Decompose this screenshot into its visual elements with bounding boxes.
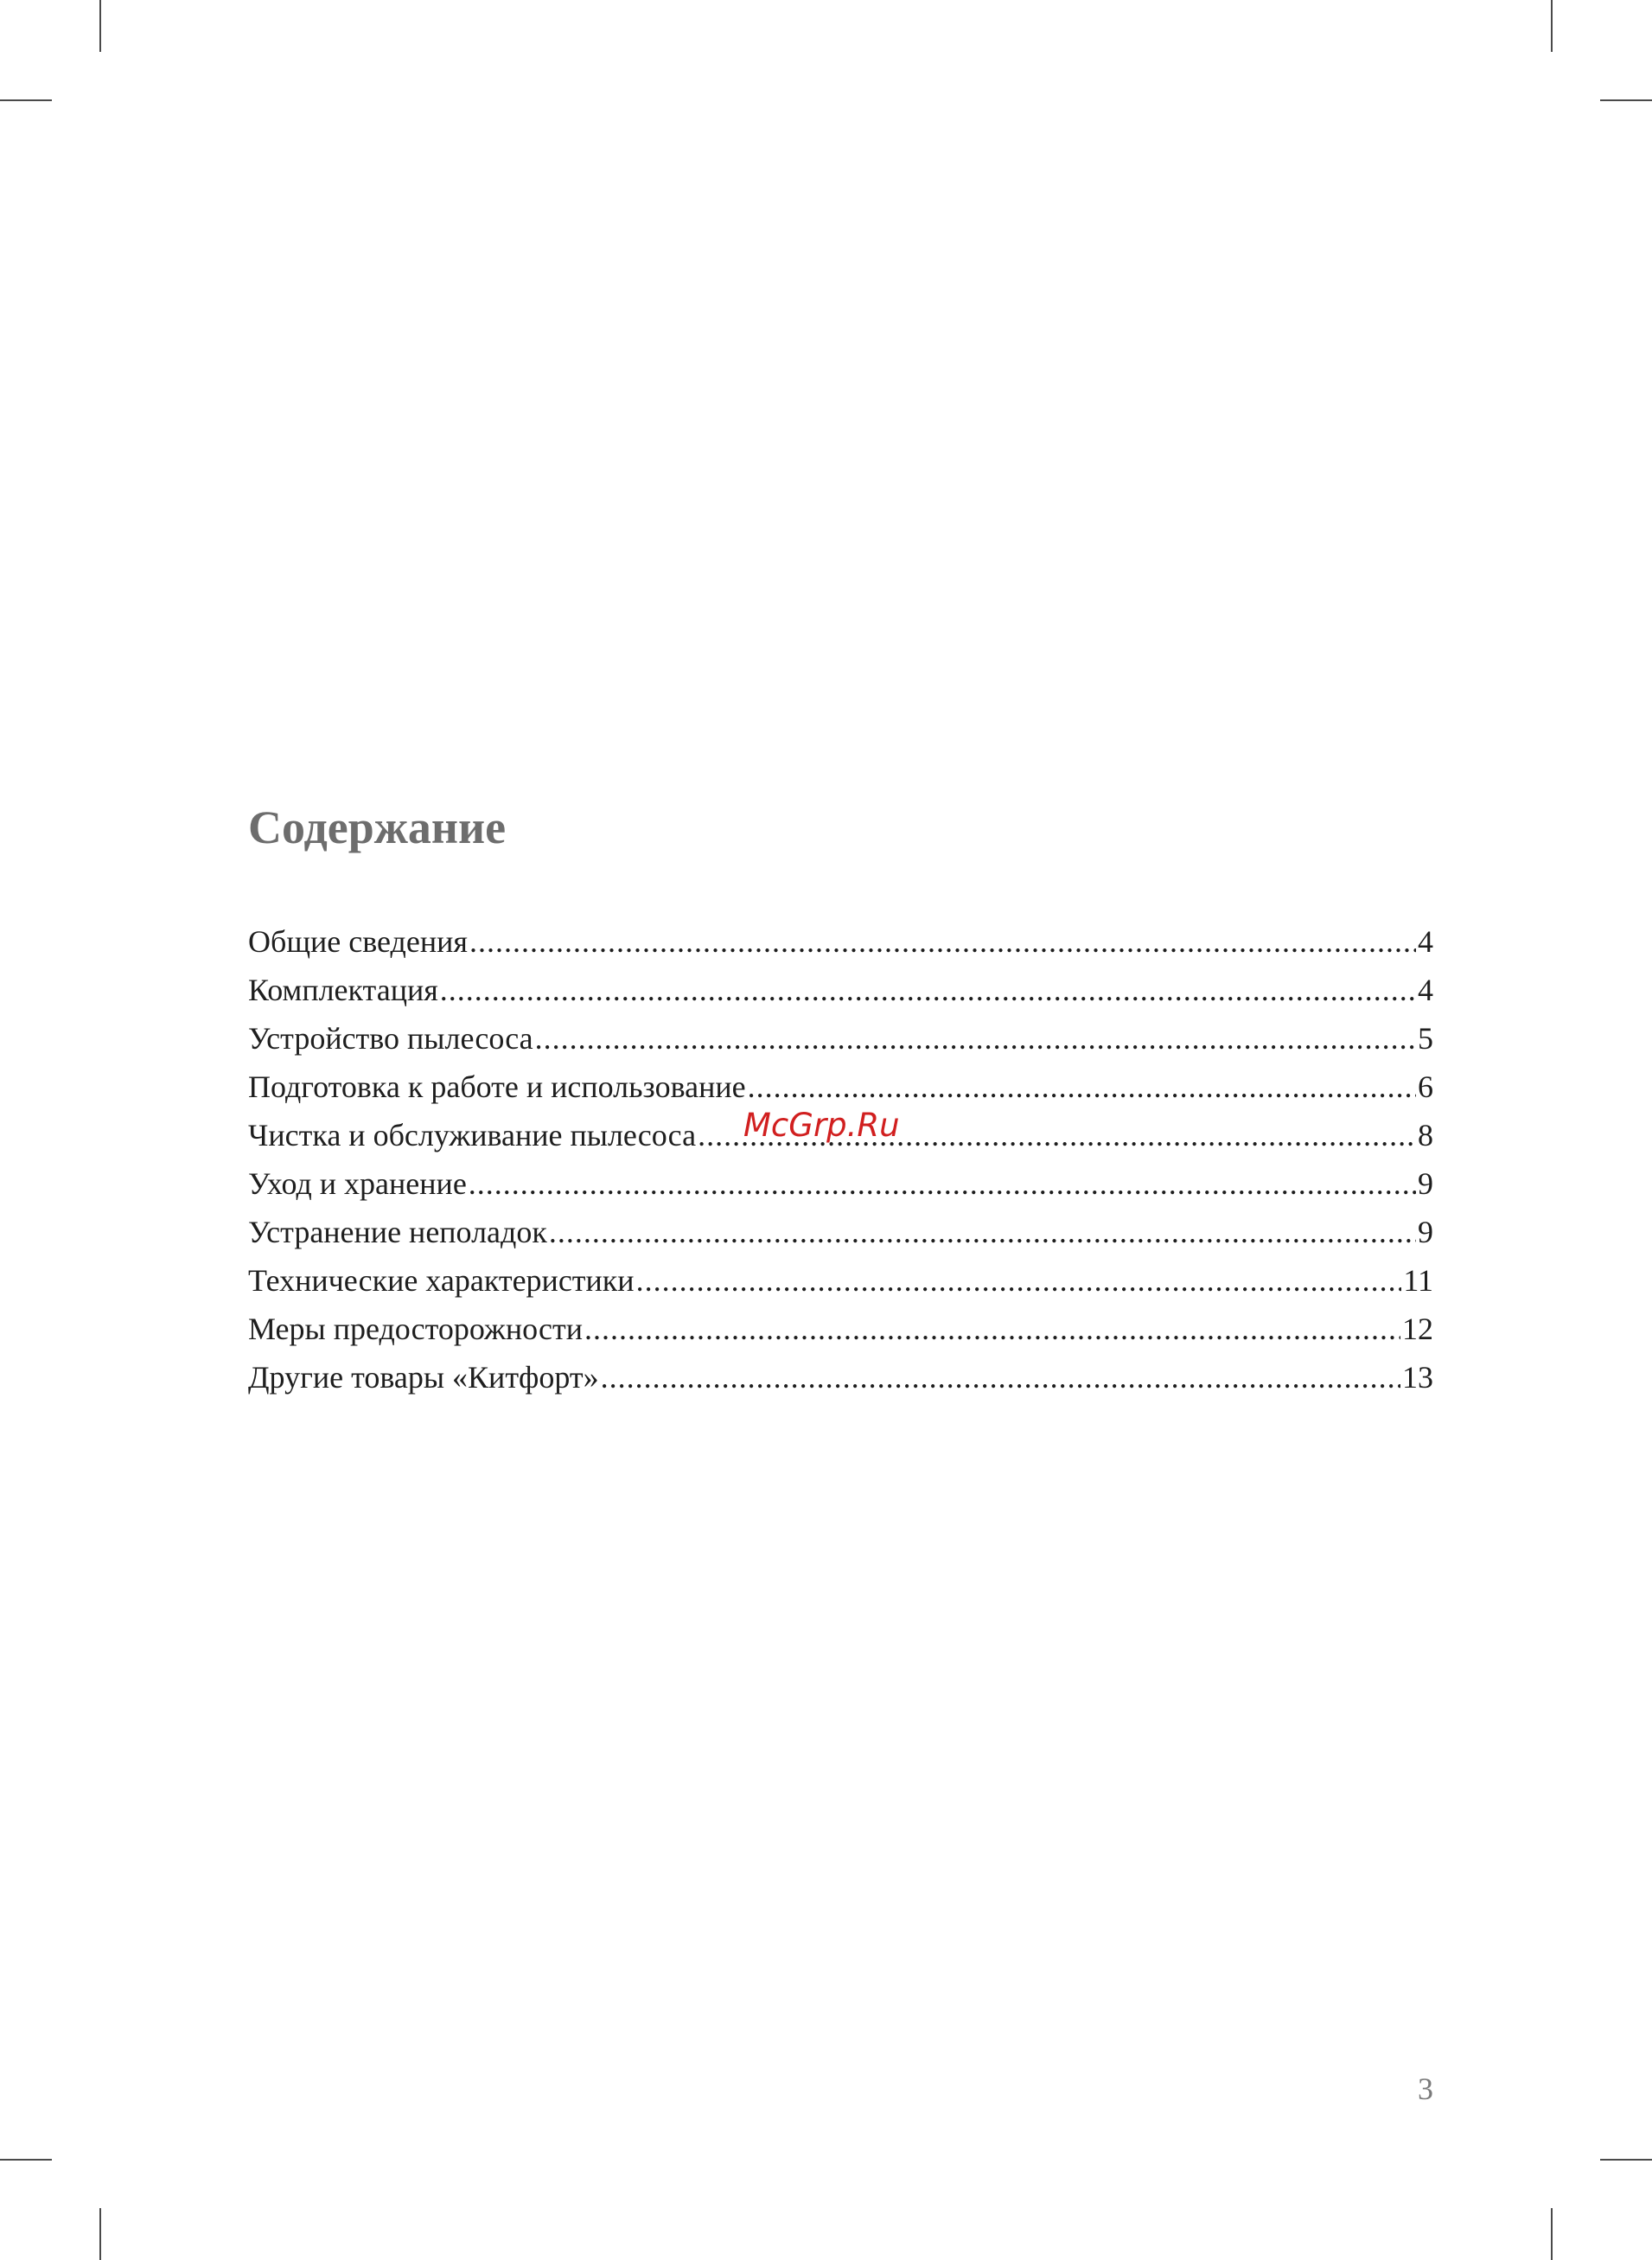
toc-entry-page: 4 xyxy=(1418,924,1433,959)
table-of-contents xyxy=(248,917,1433,1401)
toc-entry[interactable] xyxy=(248,1063,1433,1111)
toc-entry-label: Подготовка к работе и использование xyxy=(248,1069,746,1104)
toc-entry-label: Устройство пылесоса xyxy=(248,1021,533,1056)
toc-entry[interactable] xyxy=(248,1014,1433,1063)
toc-entry[interactable] xyxy=(248,1208,1433,1256)
crop-mark-bottom-left-horizontal xyxy=(0,2159,52,2161)
toc-entry-page: 9 xyxy=(1418,1166,1433,1201)
toc-entry-leader xyxy=(636,1256,1402,1305)
toc-entry-label: Меры предосторожности xyxy=(248,1312,584,1346)
crop-mark-bottom-right-horizontal xyxy=(1600,2159,1652,2161)
toc-title: Содержание xyxy=(248,801,507,853)
crop-mark-bottom-left-vertical xyxy=(99,2208,101,2260)
toc-entry-page: 8 xyxy=(1418,1118,1433,1152)
toc-entry-page: 5 xyxy=(1418,1021,1433,1056)
toc-entry[interactable] xyxy=(248,1159,1433,1208)
toc-entry-page: 11 xyxy=(1403,1263,1433,1298)
toc-entry-leader xyxy=(440,966,1416,1014)
toc-entry-label: Общие сведения xyxy=(248,924,468,959)
watermark: McGrp.Ru xyxy=(743,1107,900,1144)
toc-entry[interactable] xyxy=(248,1353,1433,1401)
toc-entry-label: Чистка и обслуживание пылесоса xyxy=(248,1118,697,1152)
toc-entry-leader xyxy=(748,1063,1416,1111)
toc-entry-leader xyxy=(469,1159,1416,1208)
toc-entry-page: 12 xyxy=(1402,1312,1433,1346)
toc-entry-page: 13 xyxy=(1402,1360,1433,1395)
toc-entry[interactable] xyxy=(248,917,1433,966)
toc-entry-page: 9 xyxy=(1418,1215,1433,1249)
toc-entry-leader xyxy=(535,1014,1416,1063)
toc-entry[interactable] xyxy=(248,1305,1433,1353)
toc-entry-label: Устранение неполадок xyxy=(248,1215,547,1249)
toc-entry-label: Другие товары «Китфорт» xyxy=(248,1360,599,1395)
toc-entry[interactable] xyxy=(248,966,1433,1014)
page-number: 3 xyxy=(1418,2072,1433,2106)
toc-entry-label: Уход и хранение xyxy=(248,1166,467,1201)
crop-mark-top-left-vertical xyxy=(99,0,101,52)
toc-entry-page: 4 xyxy=(1418,973,1433,1007)
toc-entry-label: Технические характеристики xyxy=(248,1263,635,1298)
crop-mark-bottom-right-vertical xyxy=(1551,2208,1553,2260)
toc-entry-leader xyxy=(584,1305,1400,1353)
toc-entry-leader xyxy=(469,917,1416,966)
crop-mark-top-right-vertical xyxy=(1551,0,1553,52)
toc-entry-label: Комплектация xyxy=(248,973,438,1007)
toc-entry[interactable] xyxy=(248,1256,1433,1305)
toc-entry-leader xyxy=(601,1353,1400,1401)
crop-mark-top-left-horizontal xyxy=(0,99,52,101)
crop-mark-top-right-horizontal xyxy=(1600,99,1652,101)
toc-entry-page: 6 xyxy=(1418,1069,1433,1104)
toc-entry-leader xyxy=(549,1208,1416,1256)
